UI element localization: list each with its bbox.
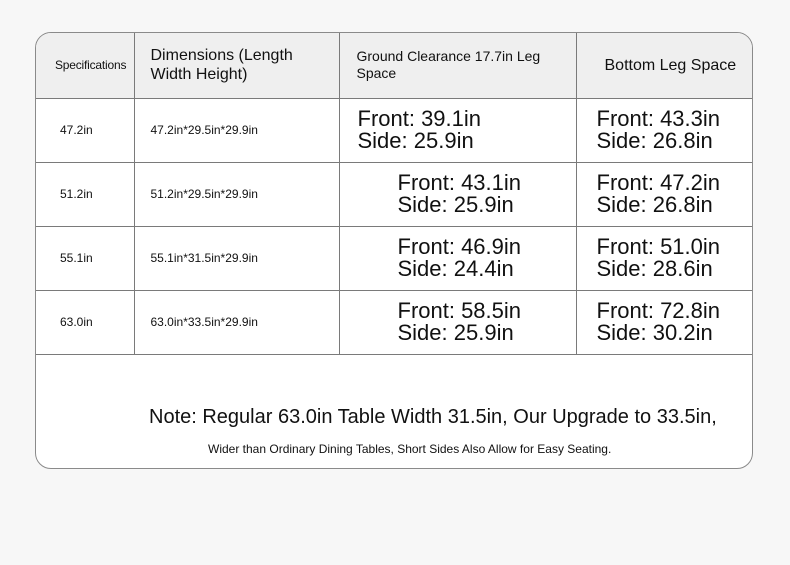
ground-front: Front: 58.5in — [397, 298, 522, 323]
ground-side: Side: 25.9in — [397, 320, 514, 345]
bottom-leg-space-cell — [576, 290, 753, 354]
note-section — [36, 354, 753, 469]
bottom-side: Side: 28.6in — [596, 256, 713, 281]
bottom-side: Side: 30.2in — [596, 320, 713, 345]
ground-side: Side: 25.9in — [397, 192, 514, 217]
spec-table — [36, 33, 753, 355]
dimensions-cell: 51.2in*29.5in*29.9in — [134, 162, 339, 226]
bottom-leg-space-cell — [576, 226, 753, 290]
bottom-leg-space-cell — [576, 162, 753, 226]
header-row — [36, 33, 753, 98]
ground-clearance-cell — [339, 98, 576, 162]
ground-side: Side: 25.9in — [357, 128, 474, 153]
bottom-front: Front: 72.8in — [596, 298, 721, 323]
note-sub-text: Wider than Ordinary Dining Tables, Short Sides Also Allow for Easy Seating. — [208, 442, 612, 456]
bottom-side: Side: 26.8in — [596, 128, 713, 153]
ground-clearance-cell — [339, 290, 576, 354]
spec-cell: 47.2in — [36, 98, 134, 162]
ground-front: Front: 43.1in — [397, 170, 522, 195]
bottom-leg-space-cell — [576, 98, 753, 162]
bottom-front: Front: 47.2in — [596, 170, 721, 195]
dimensions-cell: 47.2in*29.5in*29.9in — [134, 98, 339, 162]
spec-card — [35, 32, 753, 469]
dimensions-cell: 63.0in*33.5in*29.9in — [134, 290, 339, 354]
ground-clearance-cell — [339, 162, 576, 226]
bottom-front: Front: 51.0in — [596, 234, 721, 259]
note-main-text: Note: Regular 63.0in Table Width 31.5in, Our Upgrade to 33.5in, — [149, 406, 717, 428]
table-row — [36, 226, 753, 290]
header-ground-clearance: Ground Clearance 17.7in Leg Space — [339, 33, 576, 98]
dimensions-cell: 55.1in*31.5in*29.9in — [134, 226, 339, 290]
bottom-side: Side: 26.8in — [596, 192, 713, 217]
ground-side: Side: 24.4in — [397, 256, 514, 281]
table-row — [36, 162, 753, 226]
spec-cell: 51.2in — [36, 162, 134, 226]
ground-clearance-cell — [339, 226, 576, 290]
ground-front: Front: 39.1in — [357, 106, 482, 131]
header-dimensions: Dimensions (Length Width Height) — [134, 33, 339, 98]
table-row — [36, 98, 753, 162]
header-specifications: Specifications — [36, 33, 134, 98]
bottom-front: Front: 43.3in — [596, 106, 721, 131]
spec-cell: 55.1in — [36, 226, 134, 290]
header-bottom-leg-space: Bottom Leg Space — [576, 33, 753, 98]
table-row — [36, 290, 753, 354]
spec-cell: 63.0in — [36, 290, 134, 354]
ground-front: Front: 46.9in — [397, 234, 522, 259]
